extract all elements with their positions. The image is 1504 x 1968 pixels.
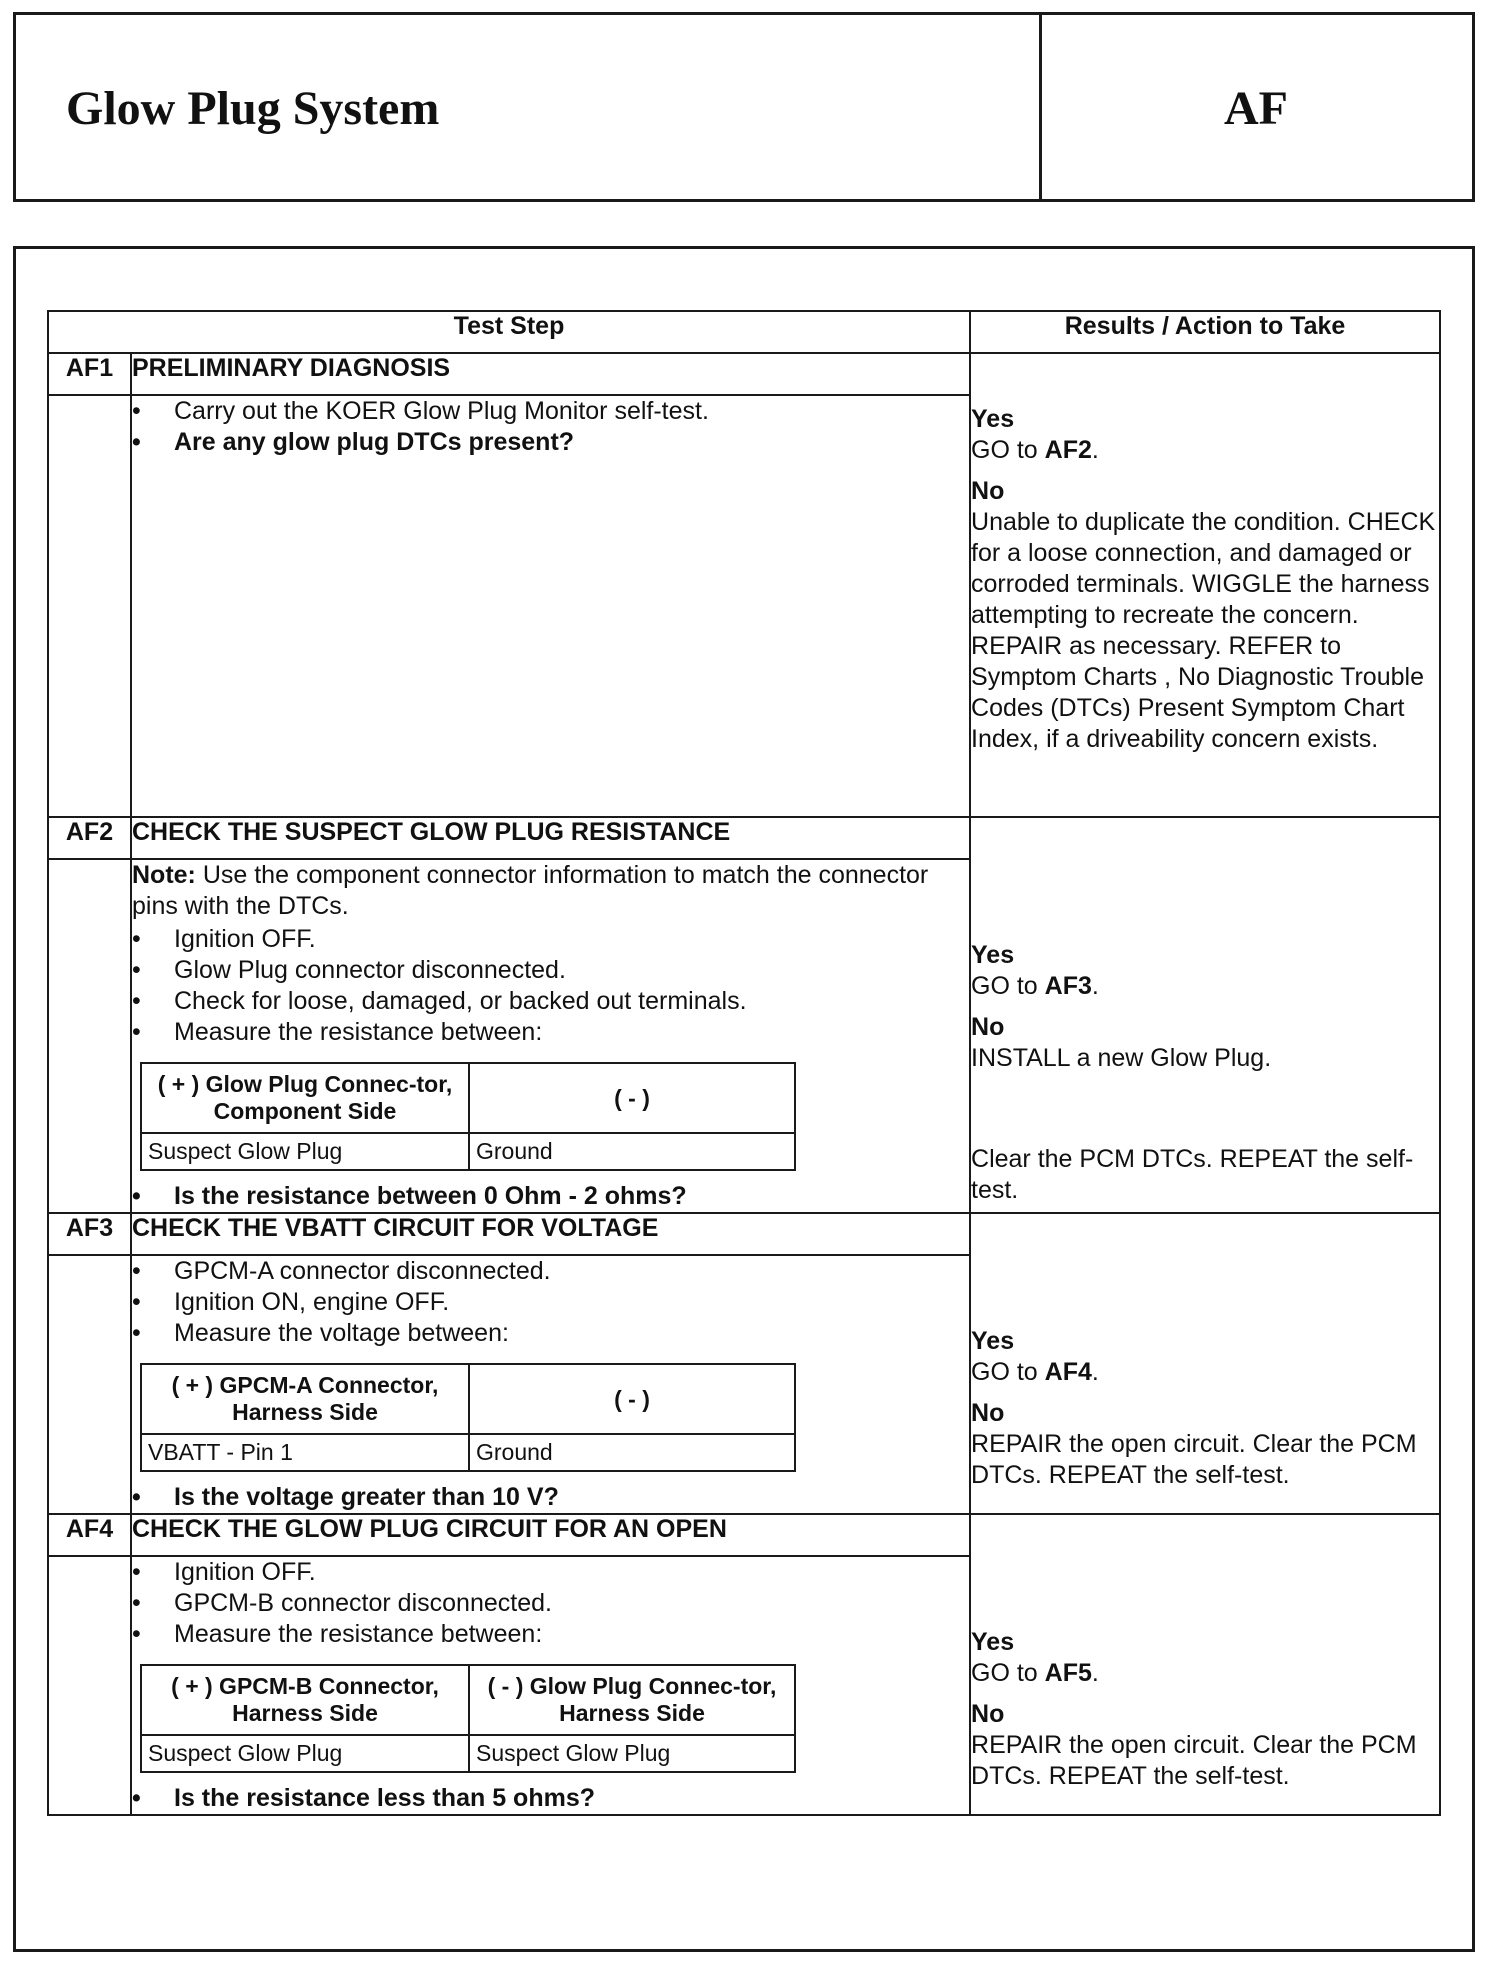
- list-item: • Carry out the KOER Glow Plug Monitor self-test.: [132, 396, 969, 427]
- yes-label: Yes: [971, 1628, 1015, 1656]
- step-af3-body: [131, 1255, 970, 1514]
- note: [132, 860, 969, 922]
- step-title: CHECK THE SUSPECT GLOW PLUG RESISTANCE: [131, 817, 970, 859]
- step-af1-title-row: [48, 353, 1440, 395]
- step-af4-body: [131, 1556, 970, 1815]
- positive-value: VBATT - Pin 1: [141, 1434, 469, 1471]
- step-af1-body: [131, 395, 970, 817]
- yes-text: GO to: [971, 436, 1045, 464]
- step-title: CHECK THE GLOW PLUG CIRCUIT FOR AN OPEN: [131, 1514, 970, 1556]
- step-id: AF4: [48, 1514, 131, 1556]
- list-item: • Check for loose, damaged, or backed out terminals.: [132, 986, 969, 1017]
- yes-label: Yes: [971, 941, 1015, 969]
- negative-header: ( - ): [469, 1063, 795, 1133]
- col-test-step: Test Step: [48, 311, 970, 353]
- step-af2-result: [970, 817, 1440, 1213]
- step-af2-bullets: [132, 924, 969, 1048]
- step-af3-title-row: [48, 1213, 1440, 1255]
- step-af1-result: [970, 353, 1440, 817]
- step-af1-bullets: [132, 396, 969, 458]
- yes-text: GO to: [971, 972, 1045, 1000]
- goto-af2-link[interactable]: AF2: [1044, 436, 1092, 464]
- step-af3-result: [970, 1213, 1440, 1514]
- yes-label: Yes: [971, 405, 1015, 433]
- step-af2-body: [131, 859, 970, 1213]
- list-item: • Ignition OFF.: [132, 924, 969, 955]
- positive-value: Suspect Glow Plug: [141, 1735, 469, 1772]
- yes-label: Yes: [971, 1327, 1015, 1355]
- note-text: Use the component connector information to match the connector pins with the DTCs.: [132, 861, 929, 920]
- no-action: INSTALL a new Glow Plug.: [971, 1044, 1272, 1072]
- list-item: • Ignition ON, engine OFF.: [132, 1287, 969, 1318]
- negative-value: Ground: [469, 1133, 795, 1170]
- header-divider: [1039, 15, 1042, 199]
- step-af3-bullets: [132, 1256, 969, 1349]
- page-title: Glow Plug System: [66, 82, 440, 135]
- negative-value: Ground: [469, 1434, 795, 1471]
- no-label: No: [971, 1399, 1005, 1427]
- question: • Is the resistance between 0 Ohm - 2 ohms?: [132, 1181, 969, 1212]
- positive-header: ( + ) GPCM-B Connector, Harness Side: [141, 1665, 469, 1735]
- step-af2-title-row: [48, 817, 1440, 859]
- negative-header: ( - ) Glow Plug Connec-tor, Harness Side: [469, 1665, 795, 1735]
- positive-header: ( + ) Glow Plug Connec-tor, Component Side: [141, 1063, 469, 1133]
- yes-text: GO to: [971, 1358, 1045, 1386]
- no-label: No: [971, 477, 1005, 505]
- yes-action: GO to AF2.: [971, 436, 1099, 464]
- measurement-table: [140, 1664, 796, 1773]
- step-af4-title-row: [48, 1514, 1440, 1556]
- no-action: Unable to duplicate the condition. CHECK for a loose connection, and damaged or corroded terminals. WIGGLE the harness attempting to recreate the concern. REPAIR as necessary. REFER to Symptom Charts , No Diagnostic Trouble Codes (DTCs) Present Symptom Chart Index, if a driveability concern exists.: [971, 508, 1436, 753]
- yes-action: GO to AF4.: [971, 1358, 1099, 1386]
- step-id: AF2: [48, 817, 131, 859]
- measurement-table: [140, 1062, 796, 1171]
- diagnostic-table: [47, 310, 1441, 1816]
- list-item: • Measure the resistance between:: [132, 1017, 969, 1048]
- goto-af3-link[interactable]: AF3: [1044, 972, 1092, 1000]
- goto-af4-link[interactable]: AF4: [1044, 1358, 1092, 1386]
- list-item: • Are any glow plug DTCs present?: [132, 427, 969, 458]
- note-label: Note:: [132, 861, 196, 889]
- positive-header: ( + ) GPCM-A Connector, Harness Side: [141, 1364, 469, 1434]
- yes-action: GO to AF3.: [971, 972, 1099, 1000]
- list-item: • Ignition OFF.: [132, 1557, 969, 1588]
- list-item: • Measure the voltage between:: [132, 1318, 969, 1349]
- step-id: AF3: [48, 1213, 131, 1255]
- question: • Is the voltage greater than 10 V?: [132, 1482, 969, 1513]
- step-title: PRELIMINARY DIAGNOSIS: [131, 353, 970, 395]
- list-item: • GPCM-B connector disconnected.: [132, 1588, 969, 1619]
- yes-text: GO to: [971, 1659, 1045, 1687]
- no-label: No: [971, 1700, 1005, 1728]
- list-item: • Measure the resistance between:: [132, 1619, 969, 1650]
- negative-value: Suspect Glow Plug: [469, 1735, 795, 1772]
- section-code: AF: [1224, 82, 1288, 135]
- clear-action: Clear the PCM DTCs. REPEAT the self-test.: [971, 1145, 1414, 1204]
- step-id: AF1: [48, 353, 131, 395]
- question: • Is the resistance less than 5 ohms?: [132, 1783, 969, 1814]
- yes-action: GO to AF5.: [971, 1659, 1099, 1687]
- negative-header: ( - ): [469, 1364, 795, 1434]
- col-results: Results / Action to Take: [970, 311, 1440, 353]
- step-af4-bullets: [132, 1557, 969, 1650]
- no-label: No: [971, 1013, 1005, 1041]
- positive-value: Suspect Glow Plug: [141, 1133, 469, 1170]
- table-header-row: [48, 311, 1440, 353]
- no-action: REPAIR the open circuit. Clear the PCM DTCs. REPEAT the self-test.: [971, 1430, 1417, 1489]
- measurement-table: [140, 1363, 796, 1472]
- list-item: • Glow Plug connector disconnected.: [132, 955, 969, 986]
- step-af4-result: [970, 1514, 1440, 1815]
- goto-af5-link[interactable]: AF5: [1044, 1659, 1092, 1687]
- step-title: CHECK THE VBATT CIRCUIT FOR VOLTAGE: [131, 1213, 970, 1255]
- page-header: [13, 12, 1475, 202]
- list-item: • GPCM-A connector disconnected.: [132, 1256, 969, 1287]
- no-action: REPAIR the open circuit. Clear the PCM DTCs. REPEAT the self-test.: [971, 1731, 1417, 1790]
